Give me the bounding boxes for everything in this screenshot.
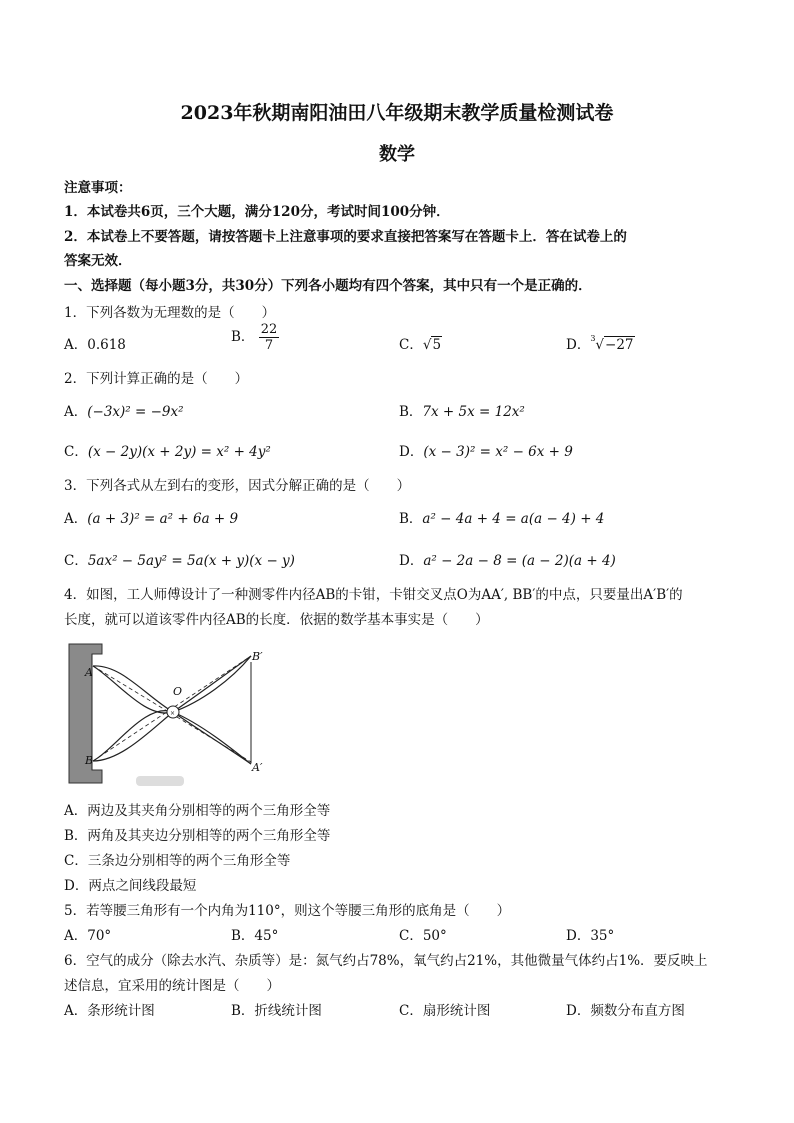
question-3-option-d xyxy=(399,549,616,569)
option-d-label: D． xyxy=(566,337,591,353)
option-expression: (x − 3)² = x² − 6x + 9 xyxy=(423,444,573,460)
notice-item-2-line-1: 2．本试卷上不要答题，请按答题卡上注意事项的要求直接把答案写在答题卡上．答在试卷上的 xyxy=(64,229,627,245)
label-o: O xyxy=(173,685,183,698)
question-1-stem: 1．下列各数为无理数的是（ ） xyxy=(64,305,276,321)
option-expression: (−3x)² = −9x² xyxy=(87,404,184,420)
radicand: −27 xyxy=(605,337,634,353)
option-label: A． xyxy=(64,511,88,527)
notice-item-2-line-2: 答案无效． xyxy=(64,253,132,269)
label-a-prime: A′ xyxy=(252,761,263,774)
question-3-option-c xyxy=(64,549,295,569)
question-4-option-b: B．两角及其夹边分别相等的两个三角形全等 xyxy=(64,828,331,844)
question-6-line-2: 述信息，宜采用的统计图是（ ） xyxy=(64,978,280,994)
question-6-line-1: 6．空气的成分（除去水汽、杂质等）是：氮气约占78%，氧气约占21%，其他微量气体约占1%．要反映上 xyxy=(64,953,708,969)
option-c-label: C． xyxy=(399,337,423,353)
fraction xyxy=(259,322,280,353)
label-b-prime: B′ xyxy=(252,650,263,663)
option-label: A． xyxy=(64,404,88,420)
option-label: B． xyxy=(399,404,423,420)
question-3-option-b xyxy=(399,507,604,527)
watermark-blur xyxy=(136,776,184,786)
question-1-option-b xyxy=(231,322,279,353)
question-2-option-c xyxy=(64,440,271,460)
notice-heading: 注意事项： xyxy=(64,180,132,196)
question-5-option-d: D．35° xyxy=(566,928,615,944)
label-a: A xyxy=(85,666,93,679)
subject-title: 数学 xyxy=(379,144,415,165)
question-5-option-b: B．45° xyxy=(231,928,279,944)
question-5-stem: 5．若等腰三角形有一个内角为110°，则这个等腰三角形的底角是（ ） xyxy=(64,903,511,919)
fraction-denominator: 7 xyxy=(264,338,274,353)
question-5-option-c: C．50° xyxy=(399,928,447,944)
question-4-line-2: 长度，就可以道该零件内径AB的长度．依据的数学基本事实是（ ） xyxy=(64,612,489,628)
question-6-option-d: D．频数分布直方图 xyxy=(566,1003,685,1019)
option-label: C． xyxy=(64,553,88,569)
option-label: B． xyxy=(399,511,423,527)
question-1-option-a: A．0.618 xyxy=(64,337,126,353)
question-4-option-d: D．两点之间线段最短 xyxy=(64,878,197,894)
exam-title: 2023年秋期南阳油田八年级期末教学质量检测试卷 xyxy=(180,102,614,124)
question-1-option-c xyxy=(399,333,442,353)
option-label: C． xyxy=(64,444,88,460)
section-heading: 一、选择题（每小题3分，共30分）下列各小题均有四个答案，其中只有一个是正确的． xyxy=(64,278,592,294)
question-3-stem: 3．下列各式从左到右的变形，因式分解正确的是（ ） xyxy=(64,478,411,494)
notice-item-1: 1．本试卷共6页，三个大题，满分120分，考试时间100分钟． xyxy=(64,204,450,220)
sqrt-sign: √ xyxy=(595,337,605,353)
root-index: 3 xyxy=(590,333,596,343)
option-expression: 5ax² − 5ay² = 5a(x + y)(x − y) xyxy=(87,553,295,569)
option-expression: a² − 4a + 4 = a(a − 4) + 4 xyxy=(422,511,605,527)
caliper-figure xyxy=(66,640,276,790)
sqrt-sign: √ xyxy=(422,337,432,353)
radicand: 5 xyxy=(432,337,442,353)
question-6-option-a: A．条形统计图 xyxy=(64,1003,155,1019)
label-b: B xyxy=(85,754,94,767)
question-2-stem: 2．下列计算正确的是（ ） xyxy=(64,371,249,387)
option-b-label: B． xyxy=(231,329,255,345)
option-expression: (x − 2y)(x + 2y) = x² + 4y² xyxy=(87,444,271,460)
question-6-option-c: C．扇形统计图 xyxy=(399,1003,491,1019)
question-2-option-d xyxy=(399,440,573,460)
option-expression: (a + 3)² = a² + 6a + 9 xyxy=(87,511,239,527)
option-expression: a² − 2a − 8 = (a − 2)(a + 4) xyxy=(423,553,616,569)
fraction-numerator: 22 xyxy=(260,322,278,337)
question-2-option-b xyxy=(399,400,525,420)
question-2-option-a xyxy=(64,400,184,420)
question-5-option-a: A．70° xyxy=(64,928,112,944)
question-1-option-d xyxy=(566,333,635,353)
option-label: D． xyxy=(399,444,424,460)
question-3-option-a xyxy=(64,507,238,527)
option-label: D． xyxy=(399,553,424,569)
question-6-option-b: B．折线统计图 xyxy=(231,1003,322,1019)
option-expression: 7x + 5x = 12x² xyxy=(422,404,525,420)
question-4-option-a: A．两边及其夹角分别相等的两个三角形全等 xyxy=(64,803,331,819)
svg-text:×: × xyxy=(170,710,176,717)
question-4-option-c: C．三条边分别相等的两个三角形全等 xyxy=(64,853,291,869)
question-4-line-1: 4．如图，工人师傅设计了一种测零件内径AB的卡钳，卡钳交叉点O为AA′, BB′的中点，只要量出A′B′的 xyxy=(64,587,683,603)
